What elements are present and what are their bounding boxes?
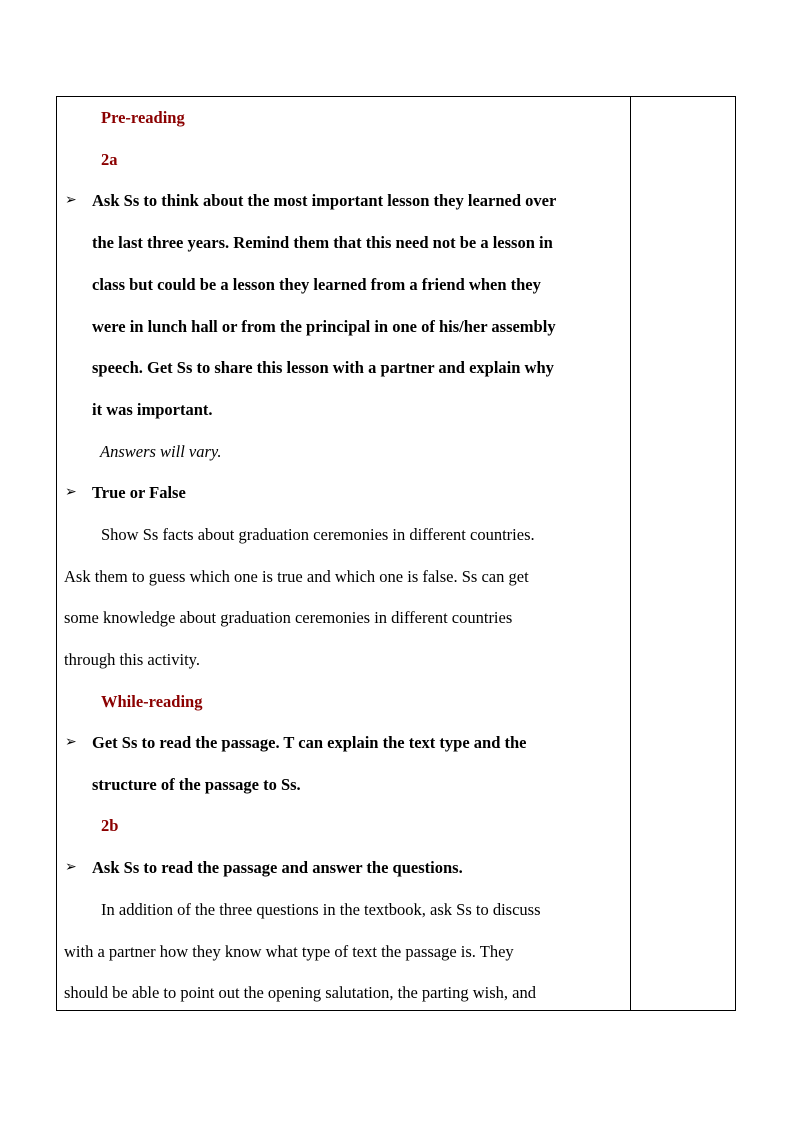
lesson-table	[56, 96, 736, 1011]
notes-cell	[631, 97, 735, 1010]
exercise-2b-label: 2b	[101, 816, 119, 835]
bullet-arrow-icon: ➢	[65, 860, 77, 875]
bullet1-line: Ask Ss to think about the most important lesson they learned over	[92, 191, 557, 210]
bullet1-line: class but could be a lesson they learned from a friend when they	[92, 275, 541, 294]
lesson-content-cell	[57, 97, 630, 1010]
bullet-arrow-icon: ➢	[65, 193, 77, 208]
while-reading-heading: While-reading	[101, 692, 203, 711]
paragraph-line: some knowledge about graduation ceremonies in different countries	[64, 608, 513, 627]
bullet4-line: Ask Ss to read the passage and answer the questions.	[92, 858, 463, 877]
bullet-arrow-icon: ➢	[65, 735, 77, 750]
bullet1-line: speech. Get Ss to share this lesson with a partner and explain why	[92, 358, 554, 377]
bullet1-line: were in lunch hall or from the principal in one of his/her assembly	[92, 317, 556, 336]
bullet1-line: the last three years. Remind them that this need not be a lesson in	[92, 233, 553, 252]
paragraph-line: should be able to point out the opening salutation, the parting wish, and	[64, 983, 537, 1002]
paragraph-line: Show Ss facts about graduation ceremonies in different countries.	[101, 525, 535, 544]
bullet3-line: structure of the passage to Ss.	[92, 775, 301, 794]
paragraph-line: with a partner how they know what type of text the passage is. They	[64, 942, 514, 961]
bullet3-line: Get Ss to read the passage. T can explain the text type and the	[92, 733, 527, 752]
true-false-heading: True or False	[92, 483, 186, 502]
paragraph-line: Ask them to guess which one is true and which one is false. Ss can get	[64, 567, 529, 586]
exercise-2a-label: 2a	[101, 150, 118, 169]
pre-reading-heading: Pre-reading	[101, 108, 185, 127]
bullet1-line: it was important.	[92, 400, 213, 419]
paragraph-line: In addition of the three questions in the textbook, ask Ss to discuss	[101, 900, 541, 919]
bullet-arrow-icon: ➢	[65, 485, 77, 500]
paragraph-line: through this activity.	[64, 650, 200, 669]
answers-note: Answers will vary.	[100, 442, 222, 461]
